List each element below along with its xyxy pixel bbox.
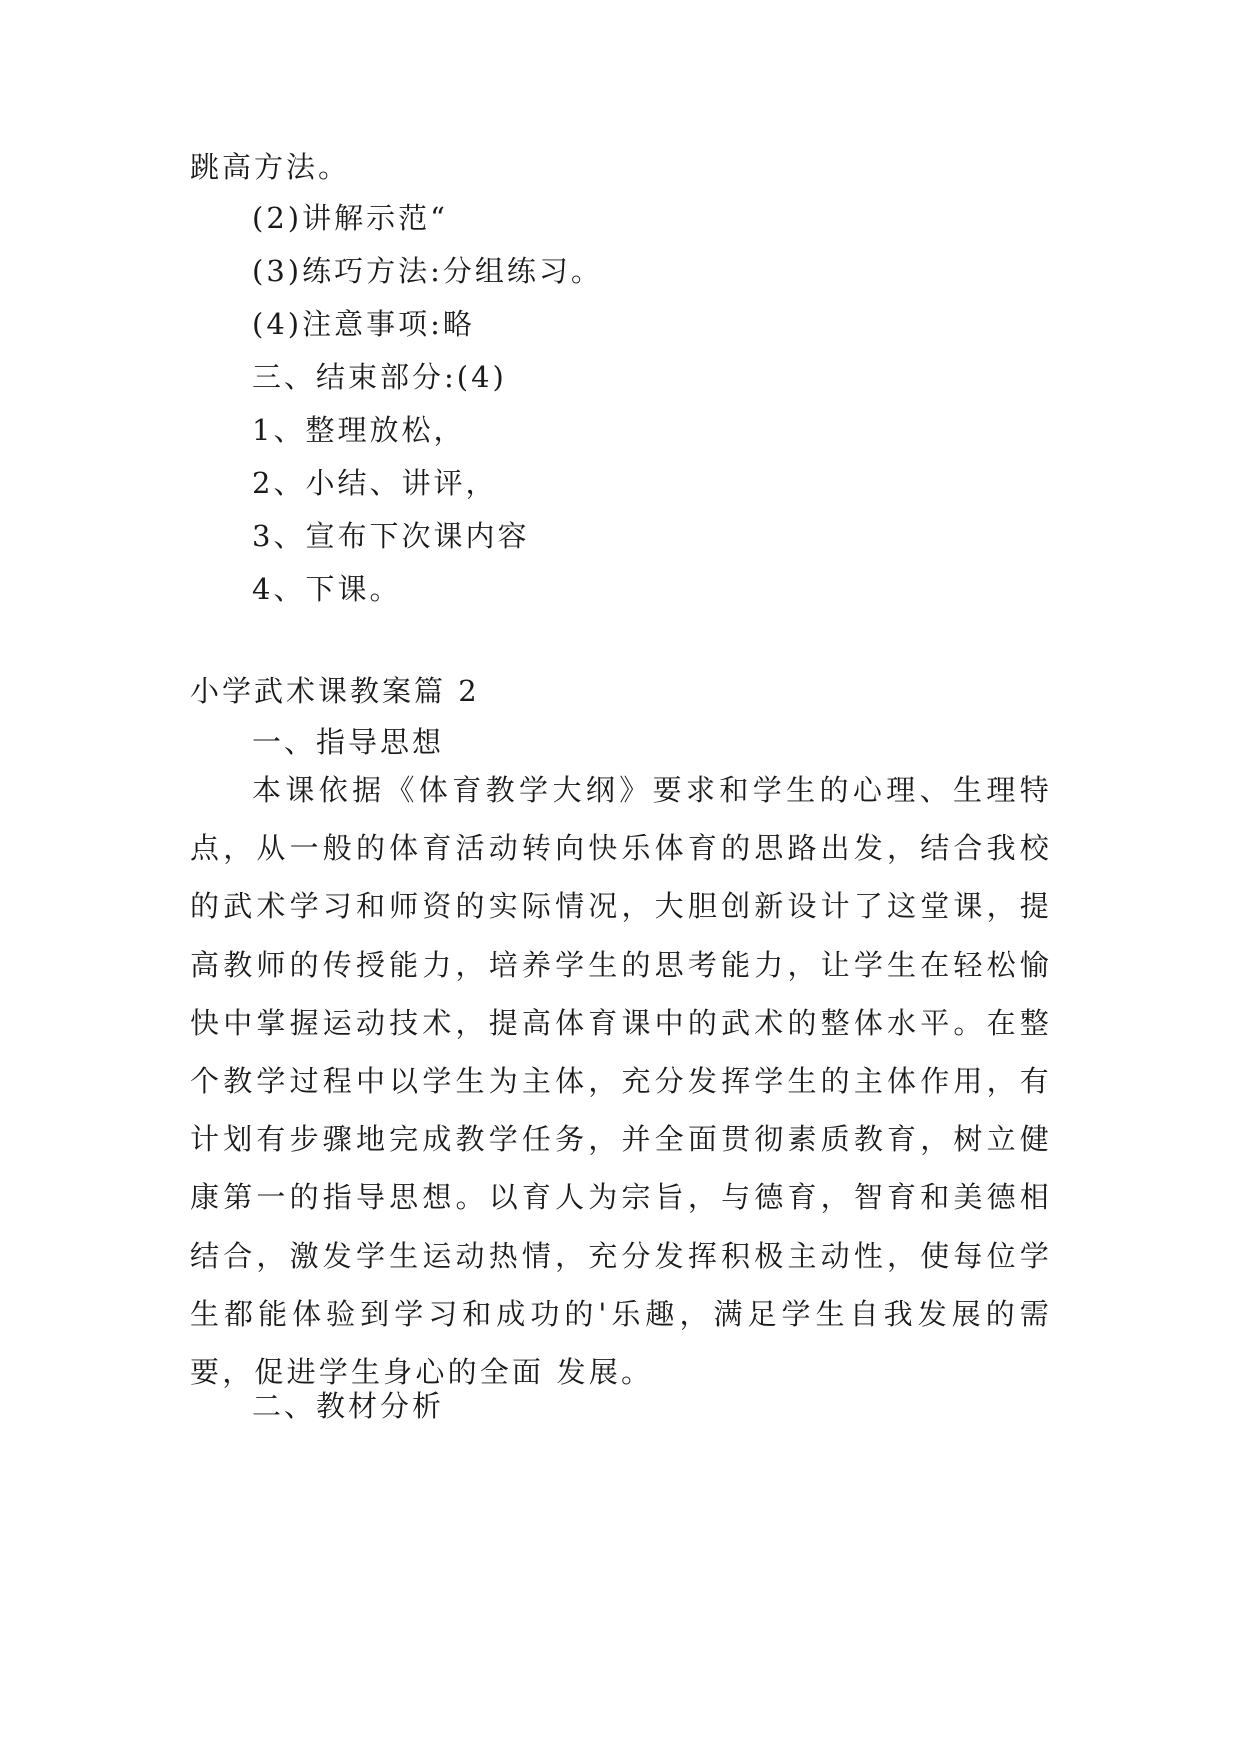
step-3: (3)练巧方法:分组练习。 [252,254,603,288]
step-2: (2)讲解示范“ [252,201,448,235]
section-three-title: 三、结束部分:(4) [252,360,507,394]
ending-item-1: 1、整理放松， [252,413,466,447]
section-one-body: 本课依据《体育教学大纲》要求和学生的心理、生理特点，从一般的体育活动转向快乐体育的思路出发，结合我校的武术学习和师资的实际情况，大胆创新设计了这堂课，提高教师的传授能力，培养学生的思考能力，让学生在轻松愉快中掌握运动技术，提高体育课中的武术的整体水平。在整个教学过程中以学生为主体，充分发挥学生的主体作用，有计划有步骤地完成教学任务，并全面贯彻素质教育，树立健康第一的指导思想。以育人为宗旨，与德育，智育和美德相结合，激发学生运动热情，充分发挥积极主动性，使每位学生都能体验到学习和成功的'乐趣，满足学生自我发展的需要，促进学生身心的全面 发展。 [190,773,1052,1390]
continuation-line: 跳高方法。 [190,150,351,184]
part2-title: 小学武术课教案篇 2 [190,674,480,708]
section-two-title: 二、教材分析 [252,1389,445,1423]
step-4: (4)注意事项:略 [252,307,475,341]
ending-item-3: 3、宣布下次课内容 [252,519,530,553]
ending-item-4: 4、下课。 [252,572,402,606]
ending-item-2: 2、小结、讲评， [252,466,498,500]
section-one-title: 一、指导思想 [252,725,445,759]
